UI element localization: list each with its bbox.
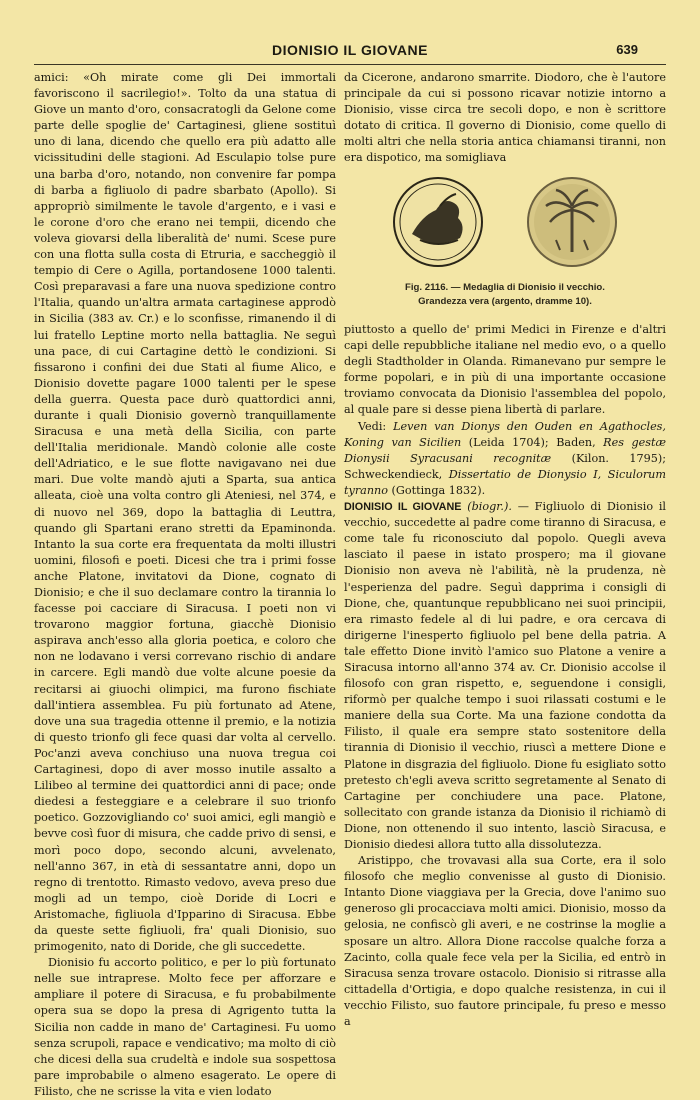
reference-title: Leven van Dionys den Ouden en Agathocles, Koning van Sicilien	[344, 419, 666, 449]
page-number: 639	[616, 42, 638, 57]
paragraph: amici: «Oh mirate come gli Dei immortali favoriscono il sacrilegio!». Tolto da una statua di Giove un manto d'oro, consacratogli da Gelone come parte delle spoglie de' Cartaginesi, gliene sostituì uno di lana, dicendo che quello era più adatto alle vicissitudini delle stagioni. Ad Esculapio tolse pure una barba d'oro, notando, non convenire far pompa di barba a figliuolo di padre sbarbato (Apollo). Si appropriò similmente le tavole d'argento, e i vasi e le corone d'oro che erano nei tempii, dicendo che voleva giovarsi della liberalità de' numi. Scese pure con una flotta sulla costa di Etruria, e saccheggiò il tempio di Cere o Agilla, portandosene 1000 talenti. Così preparavasi a fare una nuova spedizione contro l'Italia, quando un'altra armata cartaginese approdò in Sicilia (383 av. Cr.) e lo sconfisse, rimanendo il di lui fratello Leptine morto nella battaglia. Ne seguì una pace, di cui Cartagine dettò le condizioni. Si fissarono i confini dei due Stati al fiume Alico, e Dionisio dovette pagare 1000 talenti per le spese della guerra. Questa pace durò quattordici anni, durante i quali Dionisio governò tranquillamente Siracusa e una metà della Sicilia, con parte dell'Italia meridionale. Mandò colonie alle coste dell'Adriatico, e le sue flotte navigavano nei due mari. Due volte mandò ajuti a Sparta, sua antica alleata, cioè una volta contro gli Ateniesi, nel 374, e di nuovo nel 369, dopo la battaglia di Leuttra, quando gli Spartani erano stretti da Epaminonda. Intanto la sua corte era frequentata da molti illustri uomini, filosofi e poeti. Dicesi che tra i primi fosse anche Platone, invitatovi da Dione, cognato di Dionisio; e che il suo declamare contro la tirannia lo facesse poi cacciare di Siracusa. I poeti non vi trovarono maggior fortuna, giacchè Dionisio aspirava anch'esso alla gloria poetica, e coloro che non ne lodavano i versi correvano rischio di andare in carcere. Egli mandò due volte alcune poesie da recitarsi ai giuochi olimpici, ma furono fischiate dall'intiera assemblea. Fu più fortunato ad Atene, dove una sua tragedia ottenne il premio, e la notizia di questo trionfo gli fece quasi dar volta al cervello. Poc'anzi aveva conchiuso una nuova tregua coi Cartaginesi, dopo di aver mosso inutile assalto a Lilibeo al termine dei quattordici anni di pace; onde diedesi a festeggiare e a celebrare il suo trionfo poetico. Gozzovigliando co' suoi amici, egli mangiò e bevve così fuor di misura, che cadde privo di sensi, e morì poco dopo, secondo alcuni, avvelenato, nell'anno 367, in età di sessantatre anni, dopo un regno di trentotto. Rimasto vedovo, aveva preso due mogli ad un tempo, cioè Doride di Locri e Aristomache, figliuola d'Ipparino di Siracusa. Ebbe da queste sette figliuoli, fra' quali Dionisio, suo primogenito, nato di Doride, che gli succedette.	[34, 71, 336, 954]
reference-text: (Kilon. 1795); Schweckendieck,	[344, 451, 666, 481]
running-title: DIONISIO IL GIOVANE	[271, 42, 428, 58]
right-column-bottom	[344, 322, 666, 1030]
reference-text: (Gottinga 1832).	[387, 483, 486, 497]
entry-body: — Figliuolo di Dionisio il vecchio, succedette al padre come tiranno di Siracusa, e come tale fu riconosciuto dal popolo. Quegli aveva lasciato il paese in istato prospero; ma il giovane Dionisio non aveva nè l'abilità, nè la prudenza, nè l'esperienza del padre. Seguì dapprima i consigli di Dione, che, quantunque repubblicano nei suoi principii, era rimasto fedele al di lui padre, e ora cercava di dirigerne l'inesperto figliuolo pel bene della patria. A tale effetto Dione invitò l'amico suo Platone a venire a Siracusa intorno all'anno 374 av. Cr. Dionisio accolse il filosofo con gran rispetto, e, seguendone i consigli, riformò per qualche tempo i suoi rilassati costumi e le maniere della sua Corte. Ma una fazione condotta da Filisto, il quale era sempre stato sostenitore della tirannia di Dionisio il vecchio, riuscì a mettere Dione e Platone in disgrazia del figliuolo. Dione fu esigliato sotto pretesto ch'egli aveva scritto segretamente al Senato di Cartagine per conchiudere una pace. Platone, sollecitato con grande istanza da Dionisio il richiamò di Dione, non ottenendo il suo intento, lasciò Siracusa, e Dionisio diedesi allora tutto alla dissolutezza.	[344, 500, 667, 851]
reference-title: Res gestæ Dionysii Syracusani recognitæ	[344, 435, 666, 465]
figure-caption	[344, 281, 666, 309]
medal-obverse-image	[392, 176, 484, 268]
paragraph: Dionisio fu accorto politico, e per lo più fortunato nelle sue intraprese. Molto fece per afforzare e ampliare il potere di Siracusa, e fu probabilmente opera sua se dopo la presa di Agrigento tutta la Sicilia non cadde in mano de' Cartaginesi. Fu uomo senza scrupoli, rapace e vendicativo; ma molto di ciò che dicesi della sua crudeltà e indole sua sospettosa pare improbabile o almeno esagerato. Le opere di Filisto, che ne scrisse la vita e vien lodato	[34, 956, 336, 1098]
references-paragraph	[344, 419, 666, 499]
paragraph: Aristippo, che trovavasi alla sua Corte, era il solo filosofo che meglio convenisse al gusto di Dionisio. Intanto Dione viaggiava per la Grecia, dove l'animo suo generoso gli procacciava molti amici. Dionisio, mosso da gelosia, ne confiscò gli averi, e ne costrinse la moglie a sposare un altro. Allora Dione raccolse qualche forza a Zacinto, colla quale fece vela per la Sicilia, ed entrò in Siracusa senza trovare ostacolo. Dionisio si ritrasse alla cittadella d'Ortigia, e dopo qualche resistenza, in cui il vecchio Filisto, suo fautore principale, fu preso e messo a	[344, 854, 666, 1029]
entry-paragraph	[344, 499, 666, 853]
reference-title: Dissertatio de Dionysio I, Siculorum tyranno	[344, 467, 666, 497]
entry-heading: DIONISIO IL GIOVANE	[344, 501, 462, 514]
entry-category: (biogr.).	[461, 500, 512, 514]
medal-figure	[392, 176, 620, 268]
page-header	[0, 42, 700, 60]
caption-line: Fig. 2116. — Medaglia di Dionisio il vecchio.	[405, 282, 605, 293]
paragraph: piuttosto a quello de' primi Medici in Firenze e d'altri capi delle repubbliche italiane nel medio evo, o a quello degli Stadtholder in Olanda. Rimanevano pur sempre le forme popolari, e in più di una importante occasione troviamo convocata da Dionisio l'assemblea del popolo, al quale pare si desse piena libertà di parlare.	[344, 323, 666, 417]
header-rule	[34, 64, 666, 65]
left-column	[34, 70, 336, 1100]
caption-line: Grandezza vera (argento, dramme 10).	[418, 296, 592, 307]
reference-text: (Leida 1704); Baden,	[461, 435, 604, 449]
references-lead: Vedi:	[358, 419, 394, 433]
right-column-top	[344, 70, 666, 167]
paragraph: da Cicerone, andarono smarrite. Diodoro, che è l'autore principale da cui si possono ricavar notizie intorno a Dionisio, visse circa tre secoli dopo, e non è scrittore dotato di critica. Il governo di Dionisio, come quello di molti altri che nella storia antica chiamansi tiranni, non era dispotico, ma somigliava	[344, 71, 666, 165]
medal-reverse-image	[526, 176, 618, 268]
